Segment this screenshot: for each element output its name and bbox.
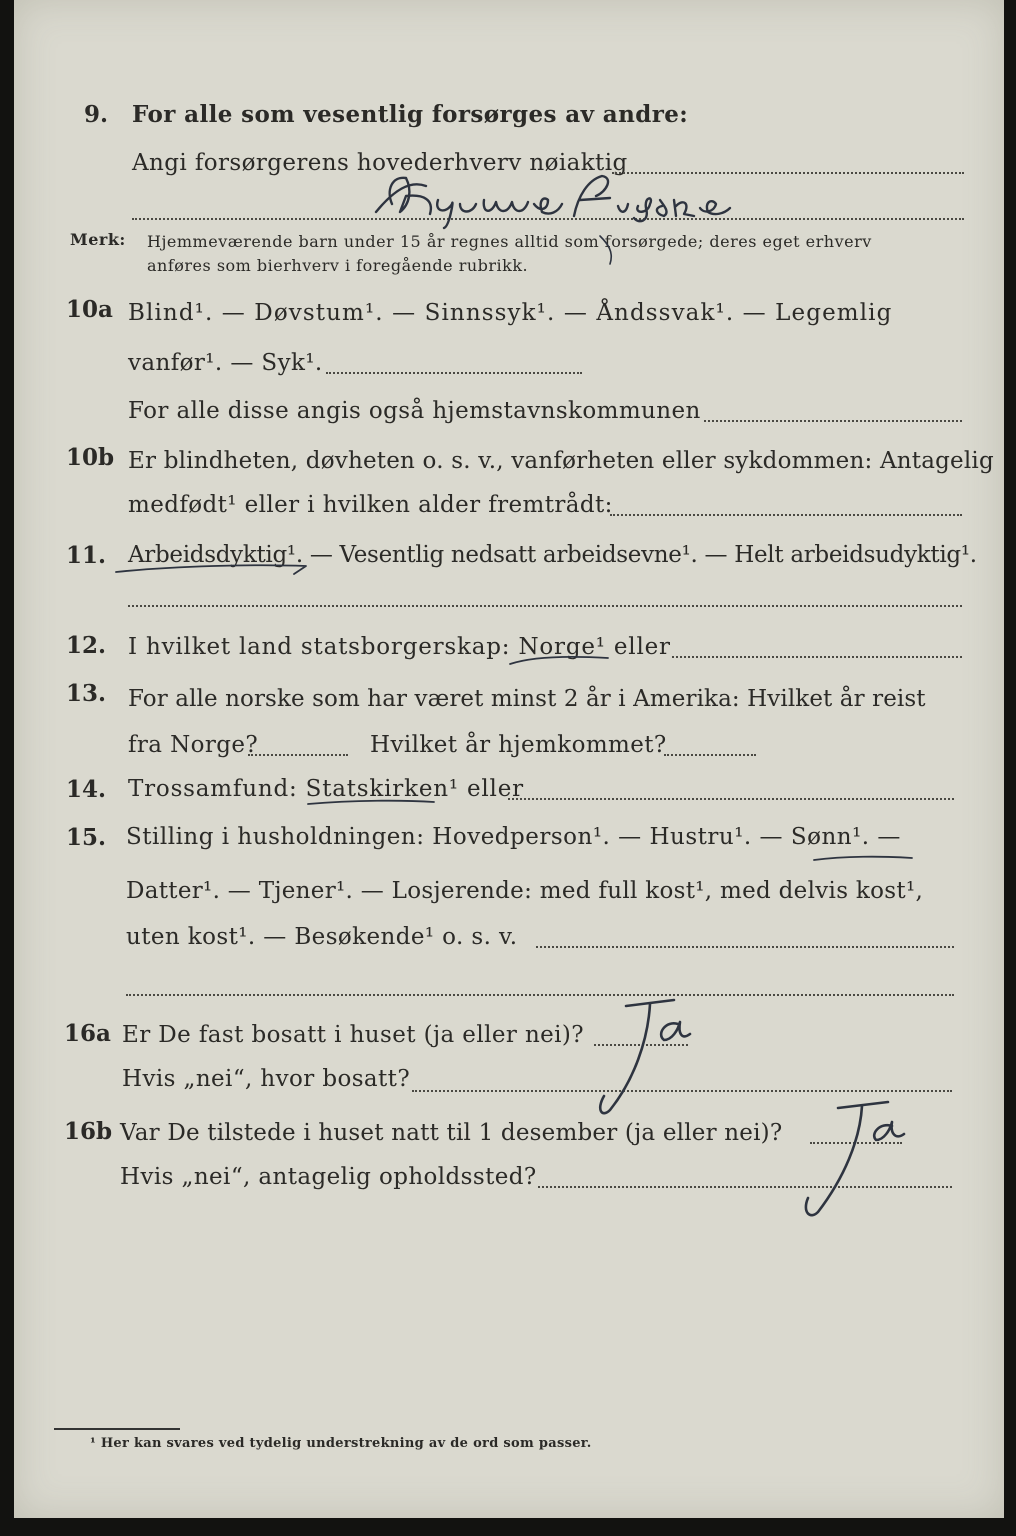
q15-underline-mark [814, 857, 912, 860]
merk-label: Merk: [70, 230, 126, 249]
q16a-line-2: Hvis „nei“, hvor bosatt? [122, 1066, 411, 1092]
q16a-handwriting-ja-icon [600, 1000, 690, 1113]
q11-underline-mark [116, 565, 306, 574]
q15-line-2: Datter¹. — Tjener¹. — Losjerende: med full kost¹, med delvis kost¹, [126, 878, 924, 904]
q9-handwriting-hjemme-fiske-icon [376, 176, 730, 228]
q16b-handwriting-ja-icon [806, 1102, 904, 1215]
q10a-line-2: vanfør¹. — Syk¹. [128, 350, 323, 376]
q16b-line-1: Var De tilstede i huset natt til 1 desember (ja eller nei)? [120, 1120, 783, 1146]
q14-underline-mark [308, 801, 434, 804]
merk-pencil-mark [600, 236, 611, 264]
q11-line-1: Arbeidsdyktig¹. — Vesentlig nedsatt arbeidsevne¹. — Helt arbeidsudyktig¹. [128, 542, 977, 568]
q11-number: 11. [66, 542, 107, 569]
q16b-line-2: Hvis „nei“, antagelig opholdssted? [120, 1164, 537, 1190]
q10b-line-2: medfødt¹ eller i hvilken alder fremtrådt: [128, 492, 613, 518]
q9-line-1: For alle som vesentlig forsørges av andre: [132, 101, 689, 128]
q13-line-2b: Hvilket år hjemkommet? [370, 732, 667, 758]
q12-line-1: I hvilket land statsborgerskap: Norge¹ eller [128, 634, 671, 660]
census-form-page [14, 0, 1004, 1518]
q16b-number: 16b [64, 1118, 113, 1145]
q16a-line-1: Er De fast bosatt i huset (ja eller nei)? [122, 1022, 585, 1048]
q10b-number: 10b [66, 444, 115, 471]
q16a-number: 16a [64, 1020, 111, 1047]
q9-number: 9. [84, 101, 109, 128]
q15-line-3: uten kost¹. — Besøkende¹ o. s. v. [126, 924, 518, 950]
handwriting-layer [14, 0, 1004, 1518]
q9-line-2: Angi forsørgerens hovederhverv nøiaktig [132, 150, 628, 176]
q10a-line-1: Blind¹. — Døvstum¹. — Sinnssyk¹. — Åndssvak¹. — Legemlig [128, 300, 893, 326]
q10b-line-1: Er blindheten, døvheten o. s. v., vanførheten eller sykdommen: Antagelig [128, 448, 994, 474]
q12-underline-mark [510, 657, 608, 664]
q15-number: 15. [66, 824, 107, 851]
q13-number: 13. [66, 680, 107, 707]
merk-line-2: anføres som bierhverv i foregående rubrikk. [147, 256, 529, 275]
q14-number: 14. [66, 776, 107, 803]
q12-number: 12. [66, 632, 107, 659]
q14-line-1: Trossamfund: Statskirken¹ eller [128, 776, 524, 802]
q10a-number: 10a [66, 296, 113, 323]
q13-line-2a: fra Norge? [128, 732, 259, 758]
footnote-text: ¹ Her kan svares ved tydelig understrekning av de ord som passer. [90, 1436, 592, 1451]
q10a-line-3: For alle disse angis også hjemstavnskommunen [128, 398, 701, 424]
merk-line-1: Hjemmeværende barn under 15 år regnes alltid som forsørgede; deres eget erhverv [147, 232, 872, 251]
q13-line-1: For alle norske som har været minst 2 år i Amerika: Hvilket år reist [128, 686, 926, 712]
q15-line-1: Stilling i husholdningen: Hovedperson¹. — Hustru¹. — Sønn¹. — [126, 824, 901, 850]
